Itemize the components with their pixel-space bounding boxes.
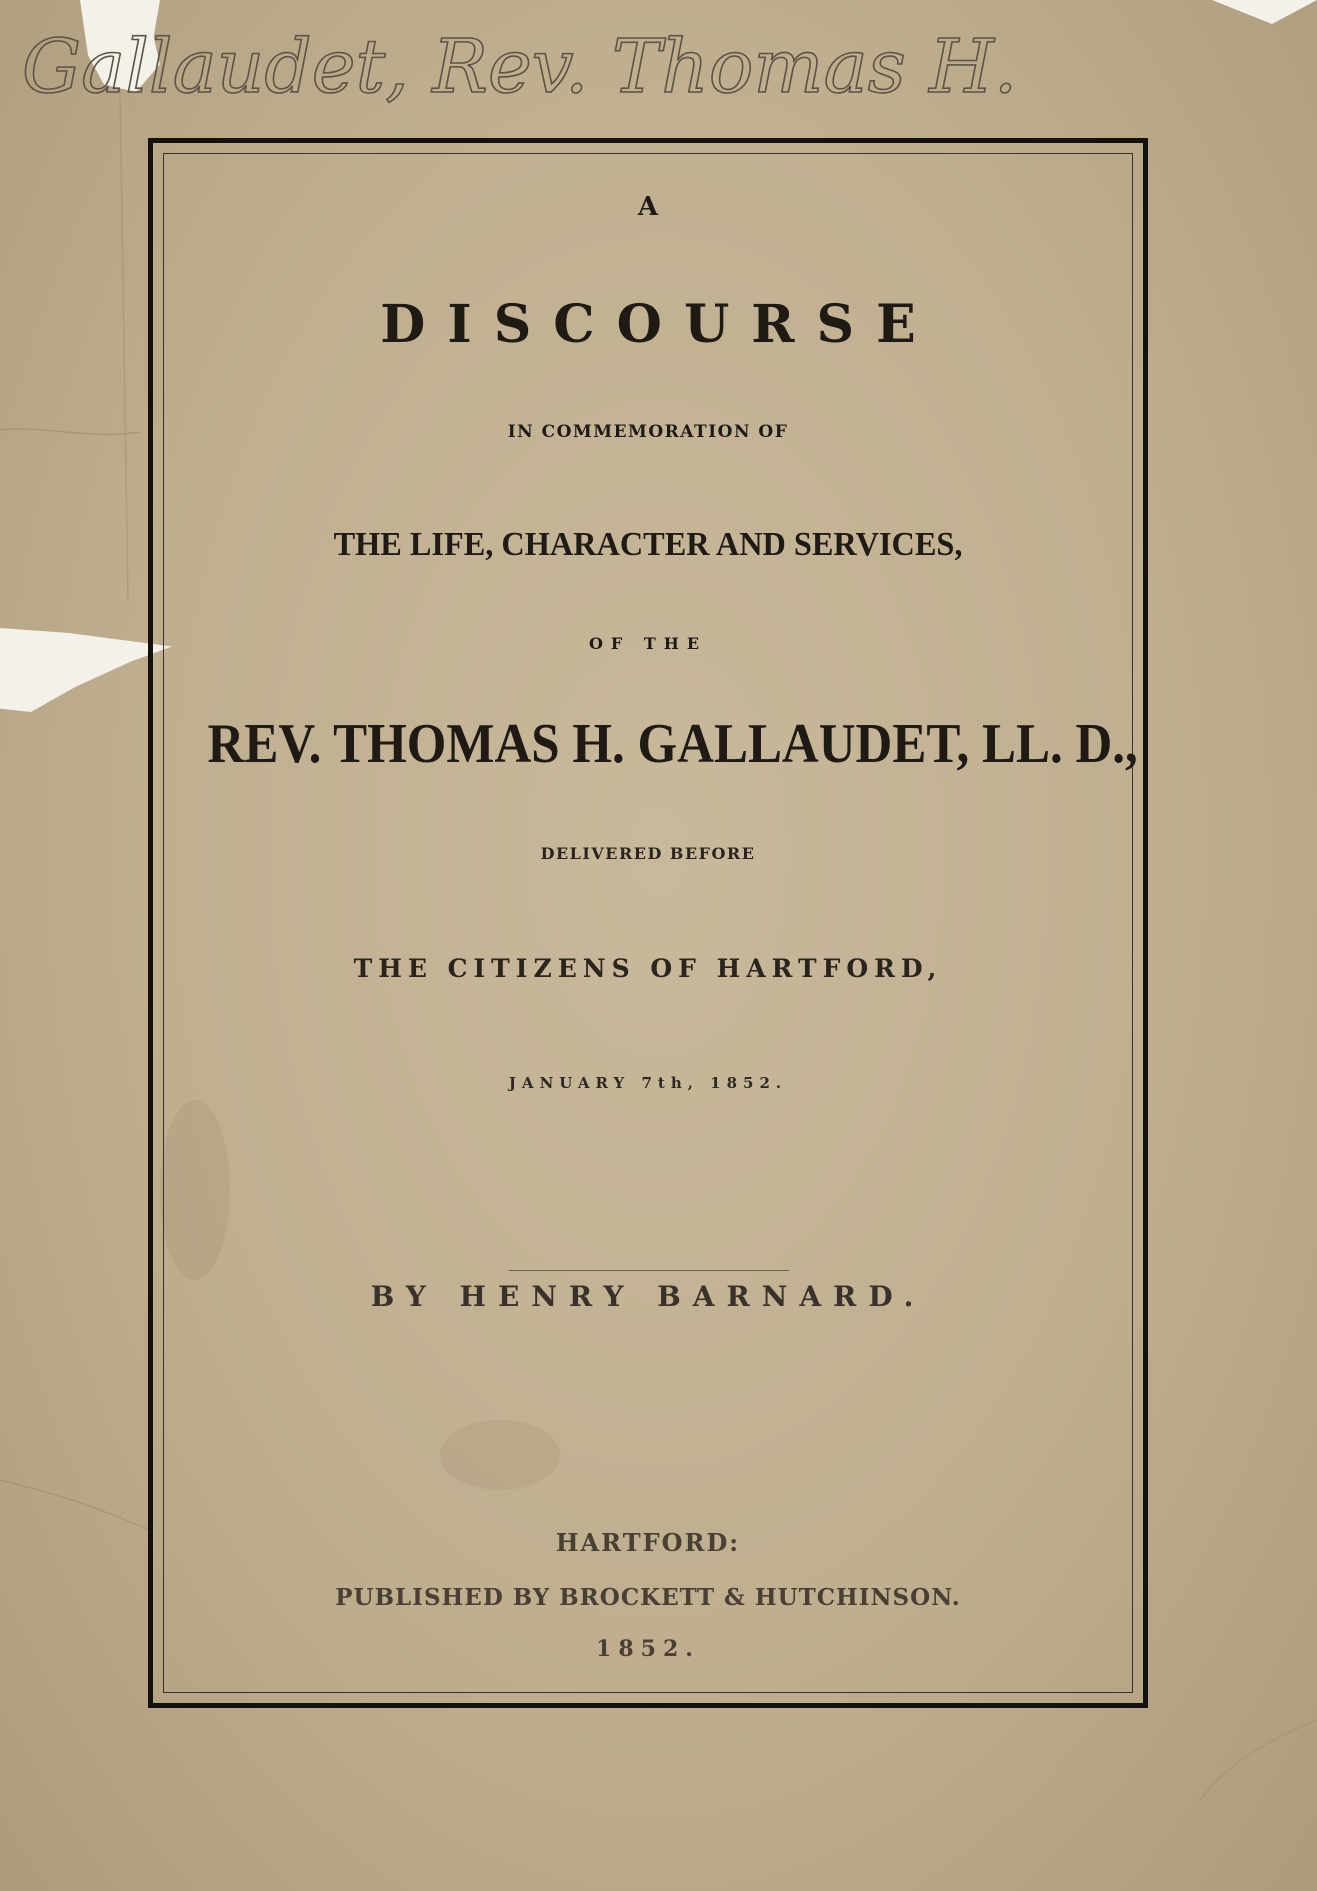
- subject-name: REV. THOMAS H. GALLAUDET, LL. D.,: [207, 713, 1138, 775]
- subtitle-connector: OF THE: [588, 634, 708, 653]
- handwritten-annotation: [22, 4, 1262, 154]
- audience: THE CITIZENS OF HARTFORD,: [353, 954, 943, 983]
- title-article: A: [637, 192, 659, 222]
- imprint-year: 1852.: [596, 1636, 700, 1662]
- delivery-date: JANUARY 7th, 1852.: [508, 1074, 788, 1092]
- title-heading: DISCOURSE: [380, 294, 938, 355]
- imprint-place: HARTFORD:: [555, 1528, 741, 1557]
- handwritten-annotation-text: Gallaudet, Rev. Thomas H.: [22, 24, 1018, 110]
- delivered-before: DELIVERED BEFORE: [540, 844, 756, 863]
- subtitle-intro: IN COMMEMORATION OF: [507, 422, 789, 442]
- title-border-inner: [163, 153, 1138, 1693]
- author-byline: BY HENRY BARNARD.: [370, 1280, 926, 1313]
- paper-tear-left: [0, 628, 172, 712]
- subtitle: THE LIFE, CHARACTER AND SERVICES,: [333, 526, 963, 563]
- divider-rule: [509, 1270, 789, 1271]
- title-border: [148, 138, 1148, 1708]
- imprint-publisher: PUBLISHED BY BROCKETT & HUTCHINSON.: [335, 1584, 961, 1611]
